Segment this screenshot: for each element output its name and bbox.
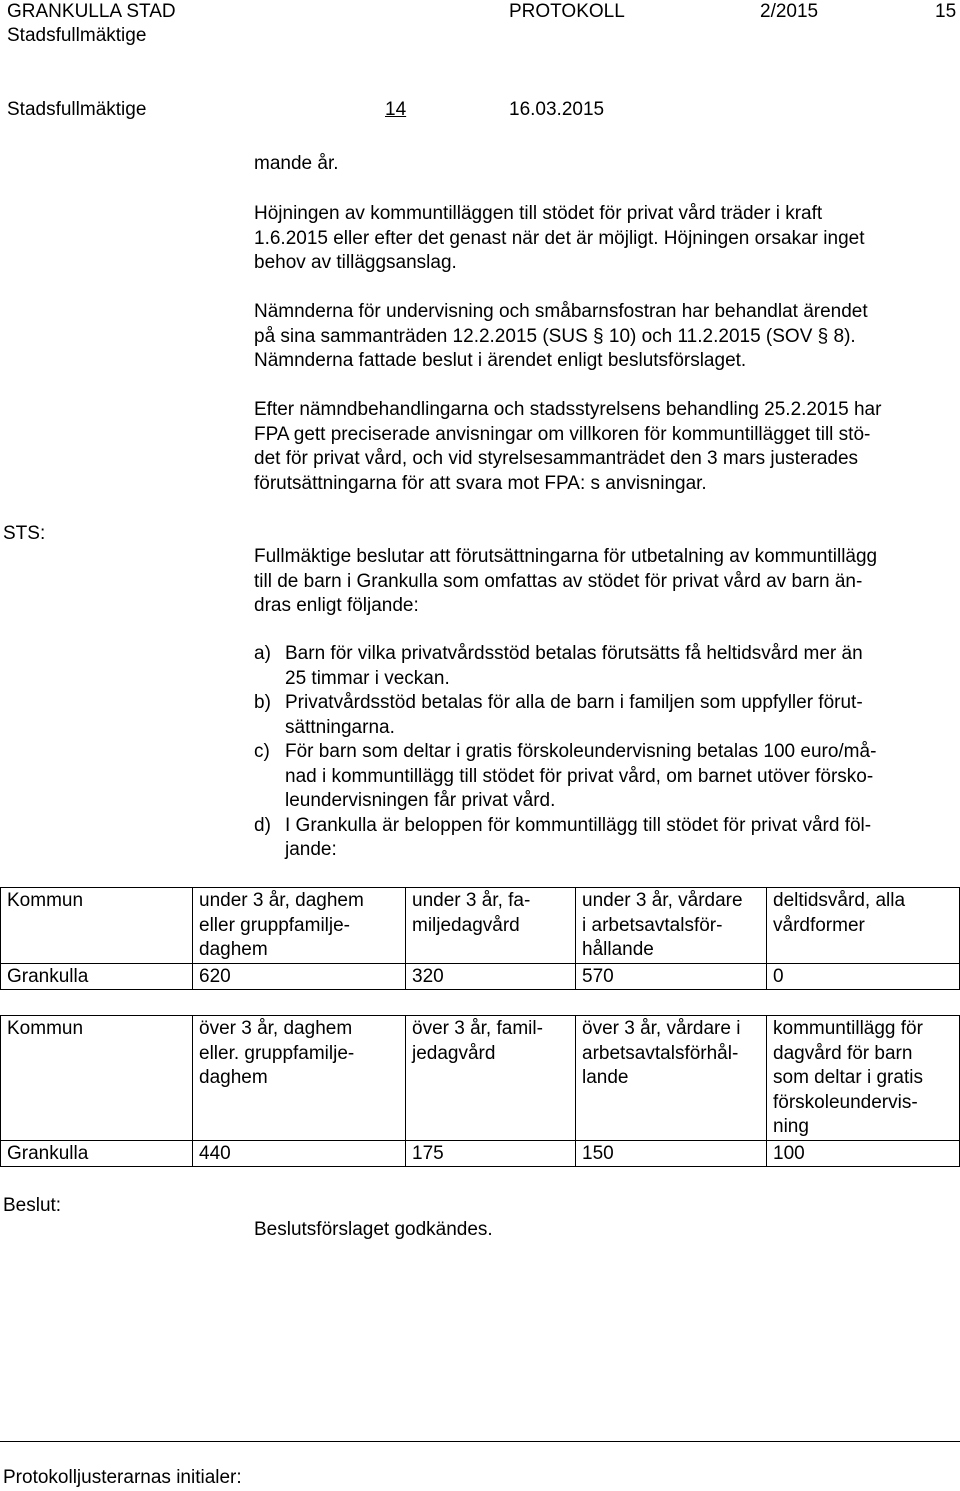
list-item [254,740,954,814]
cell-line: eller gruppfamilje- [199,914,351,936]
text-line: I Grankulla är beloppen för kommuntillägg till stödet för privat vård föl- [285,814,872,836]
table-cell: 0 [767,963,960,990]
text-line: Höjningen av kommuntilläggen till stödet för privat vård träder i kraft [254,203,823,224]
text-line: För barn som deltar i gratis förskoleundervisning betalas 100 euro/må- [285,741,877,762]
footer-divider [0,1441,960,1442]
list-item-label: c) [254,741,270,762]
table-cell: Grankulla [1,1140,193,1167]
table-cell: 100 [767,1140,960,1167]
table-cell: 620 [193,963,406,990]
decision-label: Beslut: [3,1195,62,1216]
table-row [1,963,960,990]
list-item-label: d) [254,814,271,836]
text-line: jande: [285,839,337,860]
cell-line: förskoleundervis- [773,1091,918,1113]
table-cell: Grankulla [1,963,193,990]
table-header-row [1,888,960,964]
fee-table-under-3 [0,887,960,990]
table-header-cell [576,888,767,964]
header-doc-type: PROTOKOLL [509,1,625,22]
intro-paragraph-1 [254,202,954,276]
text-line: FPA gett preciserade anvisningar om villkoren för kommuntillägget till stö- [254,423,871,445]
cell-line: som deltar i gratis [773,1067,923,1088]
cell-line: kommuntillägg för [773,1018,923,1039]
text-line: det för privat vård, och vid styrelsesammanträdet den 3 mars justerades [254,448,859,469]
cell-line: under 3 år, daghem [199,890,364,911]
fee-table-over-3 [0,1015,960,1167]
table-cell: 150 [576,1140,767,1167]
cell-line: miljedagvård [412,914,520,936]
text-line: Efter nämndbehandlingarna och stadsstyrelsens behandling 25.2.2015 har [254,399,882,420]
section-body: Stadsfullmäktige [7,99,147,120]
cell-line: över 3 år, daghem [199,1018,353,1039]
cell-line: dagvård för barn [773,1042,913,1064]
list-item [254,814,954,863]
header-doc-number: 2/2015 [760,1,819,22]
table-header-cell [767,888,960,964]
table-header-cell [576,1016,767,1141]
section-date: 16.03.2015 [509,99,605,120]
text-line: på sina sammanträden 12.2.2015 (SUS § 10) och 11.2.2015 (SOV § 8). [254,325,856,347]
cell-line: eller. gruppfamilje- [199,1042,355,1064]
cell-line: över 3 år, vårdare i [582,1018,741,1039]
cell-line: hållande [582,939,654,960]
table-header-cell [406,1016,576,1141]
text-line: Privatvårdsstöd betalas för alla de barn i familjen som uppfyller förut- [285,692,863,713]
conditions-list [254,642,954,863]
text-line: nad i kommuntillägg till stödet för privat vård, om barnet utöver försko- [285,765,874,787]
list-item [254,691,954,740]
cell-line: ning [773,1116,809,1137]
intro-paragraph-3 [254,398,954,496]
cell-line: deltidsvård, alla [773,890,906,911]
table-header-cell [1,888,193,964]
section-paragraph-number: 14 [385,99,407,120]
table-cell: 440 [193,1140,406,1167]
sts-label: STS: [3,523,46,544]
sts-proposal [254,545,954,619]
cell-line: över 3 år, famil- [412,1018,543,1039]
cell-line: lande [582,1067,629,1088]
text-line: sättningarna. [285,716,395,738]
cell-line: vårdformer [773,914,865,936]
text-line: Nämnderna fattade beslut i ärendet enligt beslutsförslaget. [254,350,747,371]
text-line: behov av tilläggsanslag. [254,252,457,273]
table-header-cell [767,1016,960,1141]
cell-line: under 3 år, fa- [412,890,531,911]
list-item-label: b) [254,692,271,713]
cell-line: i arbetsavtalsför- [582,914,723,936]
cell-line: jedagvård [412,1042,496,1064]
table-header-cell [406,888,576,964]
footer-initials-label: Protokolljusterarnas initialer: [3,1467,242,1488]
intro-continuation: mande år. [254,153,339,174]
cell-line: under 3 år, vårdare [582,890,743,911]
table-row [1,1140,960,1167]
text-line: Nämnderna för undervisning och småbarnsfostran har behandlat ärendet [254,301,868,322]
decision-text: Beslutsförslaget godkändes. [254,1219,493,1240]
list-item-label: a) [254,643,271,664]
header-page-number: 15 [935,1,957,22]
cell-line: arbetsavtalsförhål- [582,1042,739,1064]
text-line: 25 timmar i veckan. [285,667,450,689]
list-item [254,642,954,691]
text-line: leundervisningen får privat vård. [285,790,556,811]
header-municipality: GRANKULLA STAD [7,1,176,22]
cell-line: daghem [199,939,268,960]
table-header-cell [193,1016,406,1141]
table-cell: 570 [576,963,767,990]
intro-paragraph-2 [254,300,954,374]
table-cell: 175 [406,1140,576,1167]
text-line: Barn för vilka privatvårdsstöd betalas förutsätts få heltidsvård mer än [285,643,863,664]
table-header-cell [1,1016,193,1141]
text-line: Fullmäktige beslutar att förutsättningarna för utbetalning av kommuntillägg [254,546,878,567]
text-line: dras enligt följande: [254,595,419,616]
table-header-cell [193,888,406,964]
text-line: förutsättningarna för att svara mot FPA: s anvisningar. [254,472,707,494]
header-body: Stadsfullmäktige [7,25,147,46]
cell-line: Kommun [7,1018,84,1039]
table-cell: 320 [406,963,576,990]
cell-line: Kommun [7,890,84,911]
table-header-row [1,1016,960,1141]
text-line: till de barn i Grankulla som omfattas av stödet för privat vård av barn än- [254,570,863,592]
cell-line: daghem [199,1067,268,1088]
text-line: 1.6.2015 eller efter det genast när det är möjligt. Höjningen orsakar inget [254,227,865,249]
